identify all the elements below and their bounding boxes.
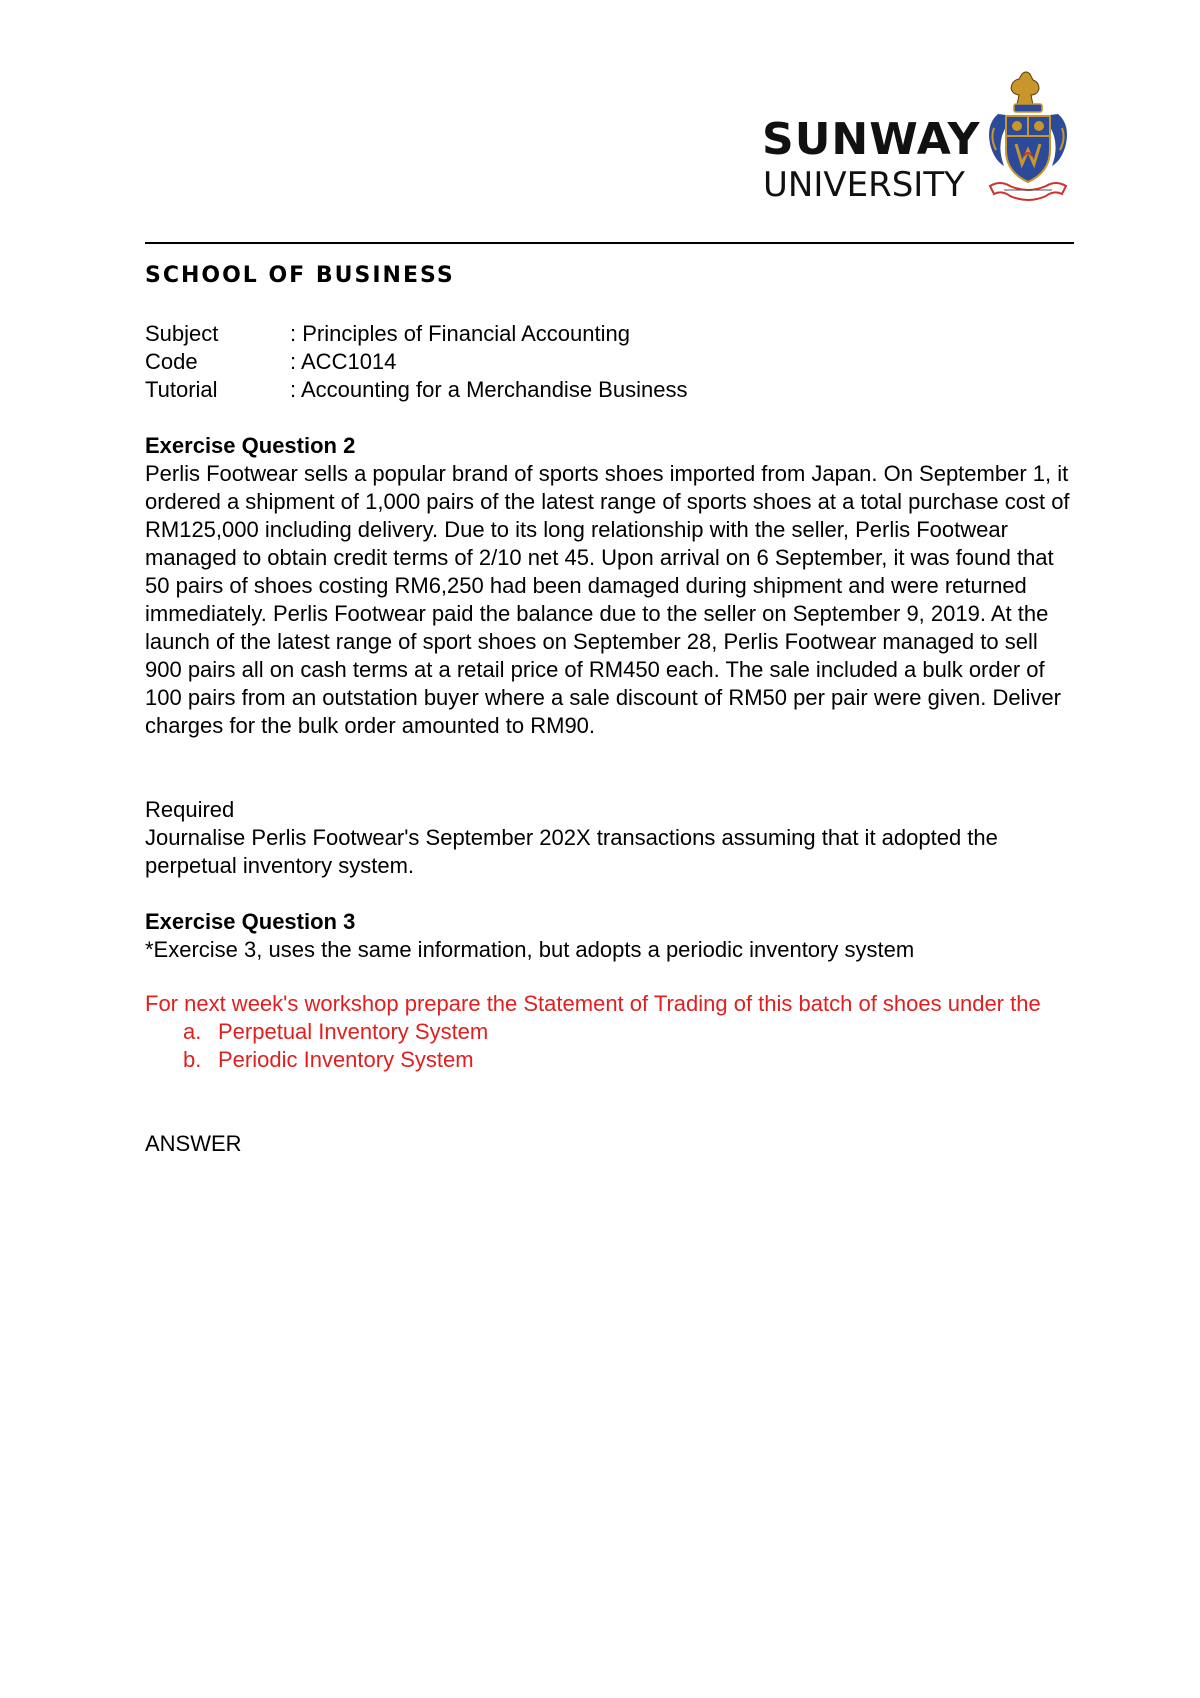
- list-marker: b.: [183, 1047, 202, 1072]
- question-heading: Exercise Question 3: [145, 909, 356, 934]
- required-section: [145, 796, 1080, 880]
- meta-label: Code: [145, 349, 198, 374]
- university-logo: [762, 70, 1072, 205]
- exercise-question-3: [145, 908, 1080, 964]
- required-body: Journalise Perlis Footwear's September 202X transactions assuming that it adopted the perpetual inventory system.: [145, 825, 998, 878]
- question-heading: Exercise Question 2: [145, 433, 356, 458]
- task-intro: For next week's workshop prepare the Statement of Trading of this batch of shoes under the: [145, 991, 1041, 1016]
- meta-label: Subject: [145, 321, 219, 346]
- question-body: *Exercise 3, uses the same information, but adopts a periodic inventory system: [145, 937, 915, 962]
- exercise-question-2: [145, 432, 1080, 740]
- task-list: [145, 1018, 1080, 1074]
- meta-value: : Principles of Financial Accounting: [290, 321, 630, 346]
- meta-value: : ACC1014: [290, 349, 397, 374]
- list-item-text: Perpetual Inventory System: [218, 1019, 489, 1044]
- list-item-text: Periodic Inventory System: [218, 1047, 474, 1072]
- university-crest-icon: [984, 70, 1072, 205]
- required-label: Required: [145, 797, 235, 822]
- workshop-task: [145, 990, 1080, 1074]
- list-marker: a.: [183, 1019, 202, 1044]
- meta-label: Tutorial: [145, 377, 218, 402]
- list-item: [145, 1046, 1080, 1074]
- question-body: Perlis Footwear sells a popular brand of sports shoes imported from Japan. On September 1, it ordered a shipment of 1,000 pairs of the latest range of sports shoes at a total purchase cost of RM125,000 including delivery. Due to its long relationship with the seller, Perlis Footwear managed to obtain credit terms of 2/10 net 45. Upon arrival on 6 September, it was found that 50 pairs of shoes costing RM6,250 had been damaged during shipment and were returned immediately. Perlis Footwear paid the balance due to the seller on September 9, 2019. At the launch of the latest range of sport shoes on September 28, Perlis Footwear managed to sell 900 pairs all on cash terms at a retail price of RM450 each. The sale included a bulk order of 100 pairs from an outstation buyer where a sale discount of RM50 per pair were given. Deliver charges for the bulk order amounted to RM90.: [145, 461, 1070, 738]
- logo-line-2: UNIVERSITY: [763, 165, 965, 205]
- school-title: SCHOOL OF BUSINESS: [145, 263, 455, 288]
- header-divider: [145, 242, 1074, 244]
- meta-value: : Accounting for a Merchandise Business: [290, 377, 688, 402]
- logo-line-1: SUNWAY: [762, 114, 981, 165]
- list-item: [145, 1018, 1080, 1046]
- answer-label: ANSWER: [145, 1131, 242, 1156]
